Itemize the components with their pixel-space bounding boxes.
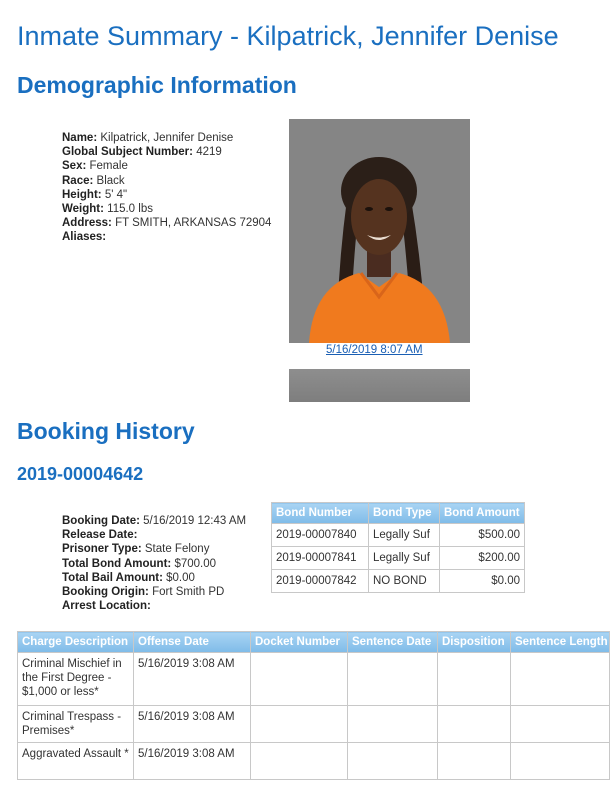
offense-date-cell: 5/16/2019 3:08 AM — [134, 706, 251, 743]
offense-date-cell: 5/16/2019 3:08 AM — [134, 743, 251, 780]
bond-number-cell: 2019-00007841 — [272, 547, 369, 570]
offense-date-cell: 5/16/2019 3:08 AM — [134, 653, 251, 706]
bond-table — [271, 502, 525, 593]
docket-number-cell — [251, 653, 348, 706]
field-global-subject-number: Global Subject Number: 4219 — [62, 146, 222, 159]
table-row — [18, 706, 610, 743]
column-header-sentence-date: Sentence Date — [348, 632, 438, 653]
bond-type-cell: Legally Suf — [369, 547, 440, 570]
sentence-length-cell — [511, 653, 610, 706]
field-race: Race: Black — [62, 174, 125, 187]
charge-description-cell: Criminal Mischief in the First Degree - $1,000 or less* — [18, 653, 134, 706]
column-header-docket-number: Docket Number — [251, 632, 348, 653]
bond-amount-cell: $500.00 — [440, 524, 525, 547]
field-aliases: Aliases: — [62, 231, 107, 244]
field-sex: Sex: Female — [62, 160, 128, 173]
field-address: Address: FT SMITH, ARKANSAS 72904 — [62, 217, 272, 230]
charge-table-header — [18, 632, 610, 653]
page-title: Inmate Summary - Kilpatrick, Jennifer Denise — [17, 21, 559, 51]
column-header-bond-type: Bond Type — [369, 503, 440, 524]
bond-table-header — [272, 503, 525, 524]
field-weight: Weight: 115.0 lbs — [62, 203, 153, 216]
column-header-offense-date: Offense Date — [134, 632, 251, 653]
field-booking-origin: Booking Origin: Fort Smith PD — [62, 586, 225, 599]
disposition-cell — [438, 743, 511, 780]
docket-number-cell — [251, 706, 348, 743]
demographic-heading: Demographic Information — [17, 72, 297, 98]
field-total-bond-amount: Total Bond Amount: $700.00 — [62, 557, 217, 570]
bond-amount-cell: $200.00 — [440, 547, 525, 570]
bond-type-cell: Legally Suf — [369, 524, 440, 547]
bond-amount-cell: $0.00 — [440, 570, 525, 593]
column-header-bond-amount: Bond Amount — [440, 503, 525, 524]
disposition-cell — [438, 706, 511, 743]
table-row — [272, 570, 525, 593]
column-header-bond-number: Bond Number — [272, 503, 369, 524]
table-row — [272, 524, 525, 547]
bond-number-cell: 2019-00007842 — [272, 570, 369, 593]
field-prisoner-type: Prisoner Type: State Felony — [62, 543, 210, 556]
sentence-date-cell — [348, 706, 438, 743]
table-row — [18, 653, 610, 706]
column-header-charge-description: Charge Description — [18, 632, 134, 653]
booking-number: 2019-00004642 — [17, 464, 144, 484]
sentence-date-cell — [348, 743, 438, 780]
demographic-fields — [62, 131, 271, 245]
field-release-date: Release Date: — [62, 529, 138, 542]
charge-description-cell: Aggravated Assault * — [18, 743, 134, 780]
bond-type-cell: NO BOND — [369, 570, 440, 593]
charge-description-cell: Criminal Trespass - Premises* — [18, 706, 134, 743]
photo-date-link[interactable]: 5/16/2019 8:07 AM — [326, 344, 423, 356]
table-row — [18, 743, 610, 780]
field-total-bail-amount: Total Bail Amount: $0.00 — [62, 571, 195, 584]
bond-number-cell: 2019-00007840 — [272, 524, 369, 547]
sentence-date-cell — [348, 653, 438, 706]
field-arrest-location: Arrest Location: — [62, 600, 151, 613]
booking-fields — [62, 514, 246, 613]
docket-number-cell — [251, 743, 348, 780]
column-header-disposition: Disposition — [438, 632, 511, 653]
field-height: Height: 5' 4" — [62, 188, 128, 201]
disposition-cell — [438, 653, 511, 706]
field-booking-date: Booking Date: 5/16/2019 12:43 AM — [62, 515, 247, 527]
field-name: Name: Kilpatrick, Jennifer Denise — [62, 132, 234, 144]
mugshot-photo — [289, 119, 470, 343]
sentence-length-cell — [511, 743, 610, 780]
column-header-sentence-length: Sentence Length — [511, 632, 610, 653]
secondary-photo — [289, 369, 470, 402]
charge-table — [17, 631, 610, 780]
booking-history-heading: Booking History — [17, 418, 195, 444]
sentence-length-cell — [511, 706, 610, 743]
table-row — [272, 547, 525, 570]
